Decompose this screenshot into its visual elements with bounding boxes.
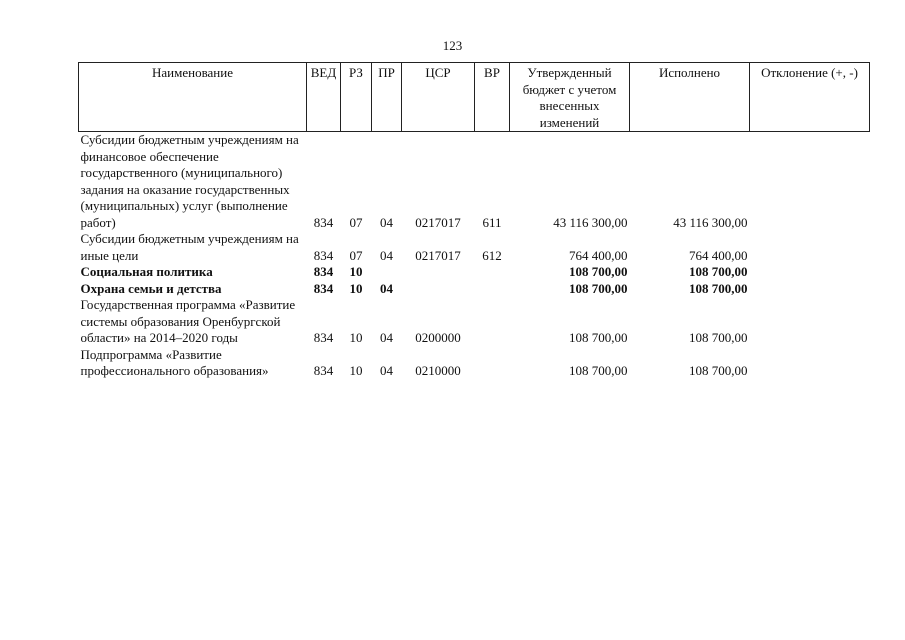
row-name: Государственная программа «Развитие системы образования Оренбургской области» на 2014–2020 годы xyxy=(80,297,296,345)
row-approved: 108 700,00 xyxy=(569,363,628,378)
row-rz: 10 xyxy=(349,280,363,296)
row-csr: 0200000 xyxy=(415,330,461,345)
header-vr: ВР xyxy=(475,63,510,132)
row-csr xyxy=(402,281,475,298)
row-ved: 834 xyxy=(313,363,334,378)
row-ved: 834 xyxy=(313,214,334,230)
row-vr: 612 xyxy=(482,247,502,263)
row-vr xyxy=(475,297,510,347)
row-deviation xyxy=(750,281,870,298)
table-row xyxy=(79,347,870,380)
header-deviation: Отклонение (+, -) xyxy=(750,63,870,132)
row-ved: 834 xyxy=(313,264,334,279)
header-executed: Исполнено xyxy=(630,63,750,132)
row-vr xyxy=(475,347,510,380)
table-row xyxy=(79,231,870,264)
row-name: Социальная политика xyxy=(80,264,213,279)
header-ved: ВЕД xyxy=(307,63,341,132)
row-name: Охрана семьи и детства xyxy=(80,280,222,296)
table-row xyxy=(79,132,870,232)
row-approved: 108 700,00 xyxy=(569,330,628,345)
row-deviation xyxy=(750,132,870,232)
row-pr xyxy=(372,264,402,281)
row-csr: 0217017 xyxy=(415,214,461,230)
row-name: Подпрограмма «Развитие профессионального образования» xyxy=(80,346,269,378)
row-approved: 764 400,00 xyxy=(569,247,628,263)
table-header-row xyxy=(79,63,870,132)
row-ved: 834 xyxy=(313,247,334,263)
row-pr: 04 xyxy=(380,280,393,296)
row-deviation xyxy=(750,347,870,380)
table-row xyxy=(79,264,870,281)
row-rz: 10 xyxy=(349,264,363,279)
row-pr: 04 xyxy=(380,214,393,230)
row-executed: 108 700,00 xyxy=(689,280,748,296)
row-csr: 0210000 xyxy=(415,363,461,378)
row-executed: 108 700,00 xyxy=(689,264,748,279)
row-ved: 834 xyxy=(313,330,334,345)
row-rz: 07 xyxy=(349,247,363,263)
row-vr: 611 xyxy=(482,214,502,230)
row-approved: 108 700,00 xyxy=(569,280,628,296)
row-pr: 04 xyxy=(380,363,393,378)
row-deviation xyxy=(750,231,870,264)
row-vr xyxy=(475,264,510,281)
row-approved: 108 700,00 xyxy=(569,264,628,279)
row-pr: 04 xyxy=(380,247,393,263)
row-rz: 07 xyxy=(349,214,363,230)
row-csr xyxy=(402,264,475,281)
row-csr: 0217017 xyxy=(415,247,461,263)
table-row xyxy=(79,297,870,347)
row-deviation xyxy=(750,297,870,347)
row-executed: 108 700,00 xyxy=(689,363,748,378)
row-name: Субсидии бюджетным учреждениям на финансовое обеспечение государственного (муниципального) задания на оказание государственных (муниципальных) услуг (выполнение работ) xyxy=(80,132,299,230)
table-row xyxy=(79,281,870,298)
header-rz: РЗ xyxy=(341,63,372,132)
header-pr: ПР xyxy=(372,63,402,132)
row-executed: 43 116 300,00 xyxy=(673,214,748,230)
header-name: Наименование xyxy=(79,63,307,132)
page-number: 123 xyxy=(442,38,463,53)
row-vr xyxy=(475,281,510,298)
row-approved: 43 116 300,00 xyxy=(553,214,628,230)
row-pr: 04 xyxy=(380,330,393,345)
row-name: Субсидии бюджетным учреждениям на иные цели xyxy=(80,231,299,263)
row-deviation xyxy=(750,264,870,281)
row-executed: 108 700,00 xyxy=(689,330,748,345)
header-csr: ЦСР xyxy=(402,63,475,132)
row-ved: 834 xyxy=(313,280,334,296)
row-executed: 764 400,00 xyxy=(689,247,748,263)
row-rz: 10 xyxy=(349,330,363,345)
budget-table xyxy=(78,62,870,380)
header-approved: Утвержденный бюджет с учетом внесенных изменений xyxy=(510,63,630,132)
row-rz: 10 xyxy=(349,363,363,378)
